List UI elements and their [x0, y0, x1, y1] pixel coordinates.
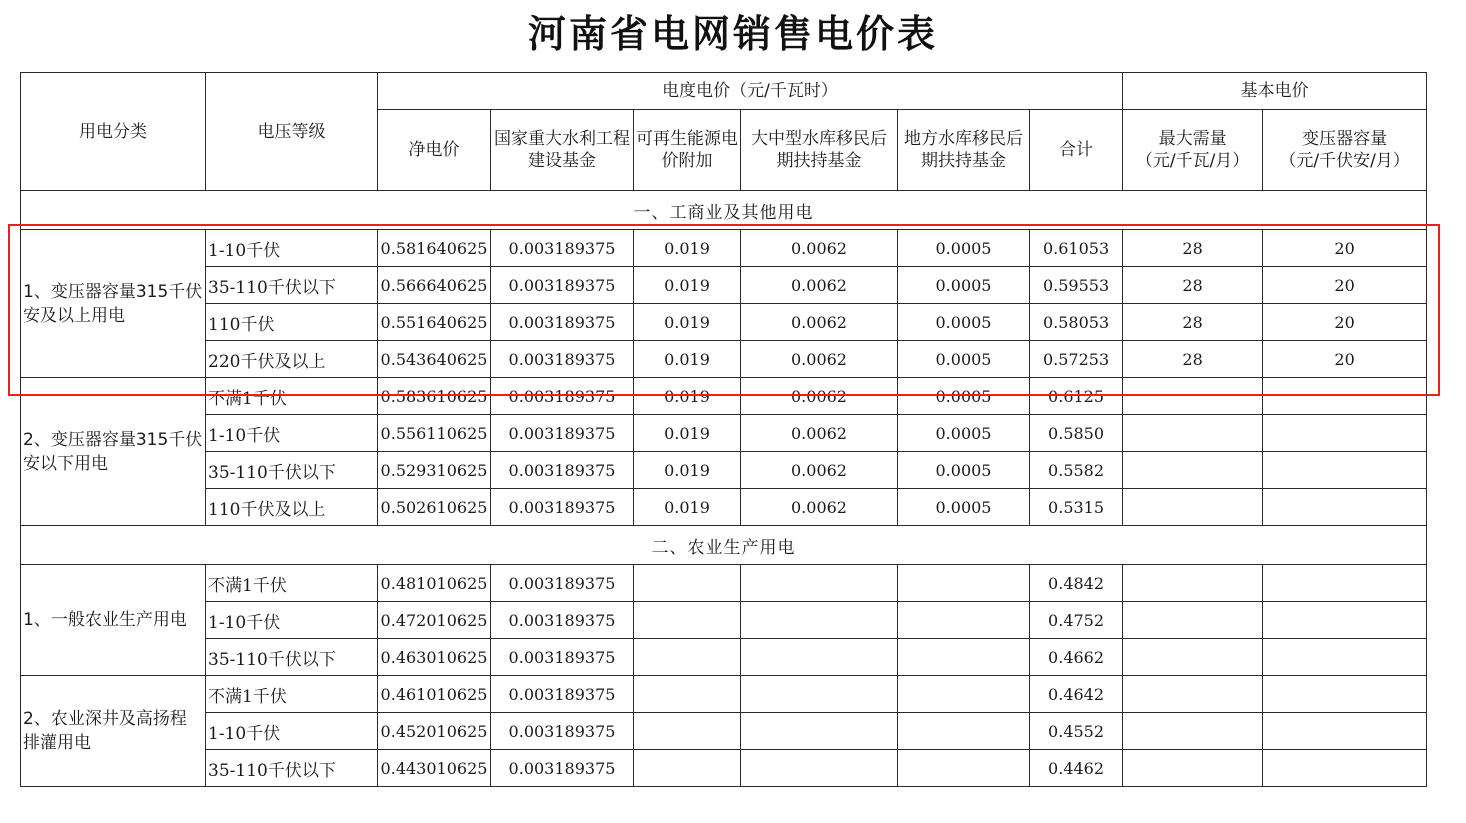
table-row — [21, 304, 1427, 341]
water-fund-cell: 0.003189375 — [491, 713, 634, 750]
total-cell: 0.5315 — [1030, 489, 1123, 526]
water-fund-cell: 0.003189375 — [491, 267, 634, 304]
large-reservoir-cell — [741, 565, 898, 602]
renewable-cell — [634, 676, 741, 713]
max-demand-cell — [1123, 415, 1263, 452]
total-cell: 0.59553 — [1030, 267, 1123, 304]
max-demand-cell: 28 — [1123, 304, 1263, 341]
renewable-cell: 0.019 — [634, 452, 741, 489]
total-cell: 0.4642 — [1030, 676, 1123, 713]
total-cell: 0.4552 — [1030, 713, 1123, 750]
local-reservoir-cell — [898, 565, 1030, 602]
local-reservoir-cell: 0.0005 — [898, 415, 1030, 452]
table-row — [21, 565, 1427, 602]
water-fund-cell: 0.003189375 — [491, 565, 634, 602]
large-reservoir-cell: 0.0062 — [741, 415, 898, 452]
header-transformer-unit: （元/千伏安/月） — [1279, 151, 1410, 171]
header-basic-price-group: 基本电价 — [1123, 73, 1427, 110]
large-reservoir-cell — [741, 750, 898, 787]
net-price-cell: 0.481010625 — [378, 565, 491, 602]
max-demand-cell — [1123, 489, 1263, 526]
max-demand-cell: 28 — [1123, 267, 1263, 304]
local-reservoir-cell: 0.0005 — [898, 452, 1030, 489]
water-fund-cell: 0.003189375 — [491, 304, 634, 341]
voltage-cell: 不满1千伏 — [206, 676, 378, 713]
local-reservoir-cell: 0.0005 — [898, 267, 1030, 304]
total-cell: 0.6125 — [1030, 378, 1123, 415]
water-fund-cell: 0.003189375 — [491, 489, 634, 526]
voltage-cell: 220千伏及以上 — [206, 341, 378, 378]
local-reservoir-cell: 0.0005 — [898, 341, 1030, 378]
voltage-cell: 1-10千伏 — [206, 230, 378, 267]
header-renewable-surcharge: 可再生能源电价附加 — [634, 110, 741, 191]
large-reservoir-cell: 0.0062 — [741, 489, 898, 526]
voltage-cell: 110千伏 — [206, 304, 378, 341]
local-reservoir-cell — [898, 713, 1030, 750]
voltage-cell: 不满1千伏 — [206, 378, 378, 415]
table-row — [21, 452, 1427, 489]
large-reservoir-cell: 0.0062 — [741, 230, 898, 267]
header-net-price: 净电价 — [378, 110, 491, 191]
voltage-cell: 1-10千伏 — [206, 415, 378, 452]
local-reservoir-cell — [898, 676, 1030, 713]
max-demand-cell — [1123, 713, 1263, 750]
large-reservoir-cell: 0.0062 — [741, 378, 898, 415]
water-fund-cell: 0.003189375 — [491, 452, 634, 489]
page-title: 河南省电网销售电价表 — [527, 11, 938, 56]
max-demand-cell — [1123, 602, 1263, 639]
transformer-capacity-cell — [1263, 676, 1427, 713]
net-price-cell: 0.556110625 — [378, 415, 491, 452]
section-title-industrial: 一、工商业及其他用电 — [21, 191, 1427, 230]
max-demand-cell — [1123, 750, 1263, 787]
voltage-cell: 35-110千伏以下 — [206, 452, 378, 489]
transformer-capacity-cell — [1263, 415, 1427, 452]
table-row — [21, 341, 1427, 378]
table-row — [21, 713, 1427, 750]
local-reservoir-cell: 0.0005 — [898, 489, 1030, 526]
net-price-cell: 0.461010625 — [378, 676, 491, 713]
header-category: 用电分类 — [21, 73, 206, 191]
category-cell: 2、变压器容量315千伏安以下用电 — [21, 378, 206, 526]
transformer-capacity-cell — [1263, 378, 1427, 415]
water-fund-cell: 0.003189375 — [491, 750, 634, 787]
total-cell: 0.57253 — [1030, 341, 1123, 378]
water-fund-cell: 0.003189375 — [491, 378, 634, 415]
renewable-cell — [634, 639, 741, 676]
transformer-capacity-cell: 20 — [1263, 267, 1427, 304]
tariff-table — [20, 72, 1427, 787]
water-fund-cell: 0.003189375 — [491, 341, 634, 378]
net-price-cell: 0.529310625 — [378, 452, 491, 489]
local-reservoir-cell: 0.0005 — [898, 304, 1030, 341]
large-reservoir-cell — [741, 676, 898, 713]
table-row — [21, 489, 1427, 526]
total-cell: 0.58053 — [1030, 304, 1123, 341]
net-price-cell: 0.472010625 — [378, 602, 491, 639]
section-row-agricultural — [21, 526, 1427, 565]
total-cell: 0.4842 — [1030, 565, 1123, 602]
transformer-capacity-cell — [1263, 452, 1427, 489]
large-reservoir-cell — [741, 602, 898, 639]
water-fund-cell: 0.003189375 — [491, 602, 634, 639]
transformer-capacity-cell — [1263, 565, 1427, 602]
transformer-capacity-cell: 20 — [1263, 230, 1427, 267]
net-price-cell: 0.463010625 — [378, 639, 491, 676]
large-reservoir-cell: 0.0062 — [741, 304, 898, 341]
max-demand-cell: 28 — [1123, 230, 1263, 267]
net-price-cell: 0.452010625 — [378, 713, 491, 750]
voltage-cell: 35-110千伏以下 — [206, 750, 378, 787]
voltage-cell: 1-10千伏 — [206, 602, 378, 639]
table-row — [21, 602, 1427, 639]
max-demand-cell — [1123, 639, 1263, 676]
net-price-cell: 0.543640625 — [378, 341, 491, 378]
water-fund-cell: 0.003189375 — [491, 639, 634, 676]
transformer-capacity-cell — [1263, 713, 1427, 750]
header-row-top — [21, 73, 1427, 110]
local-reservoir-cell — [898, 602, 1030, 639]
voltage-cell: 不满1千伏 — [206, 565, 378, 602]
total-cell: 0.4462 — [1030, 750, 1123, 787]
renewable-cell — [634, 602, 741, 639]
net-price-cell: 0.551640625 — [378, 304, 491, 341]
renewable-cell: 0.019 — [634, 304, 741, 341]
category-cell: 1、变压器容量315千伏安及以上用电 — [21, 230, 206, 378]
header-max-demand-unit: （元/千瓦/月） — [1135, 151, 1250, 171]
local-reservoir-cell — [898, 639, 1030, 676]
section-row-industrial — [21, 191, 1427, 230]
header-max-demand-name: 最大需量 — [1158, 129, 1227, 149]
renewable-cell — [634, 565, 741, 602]
transformer-capacity-cell — [1263, 489, 1427, 526]
voltage-cell: 1-10千伏 — [206, 713, 378, 750]
water-fund-cell: 0.003189375 — [491, 676, 634, 713]
local-reservoir-cell: 0.0005 — [898, 230, 1030, 267]
table-row — [21, 230, 1427, 267]
category-cell: 2、农业深井及高扬程排灌用电 — [21, 676, 206, 787]
table-row — [21, 378, 1427, 415]
renewable-cell: 0.019 — [634, 378, 741, 415]
header-voltage: 电压等级 — [206, 73, 378, 191]
total-cell: 0.4662 — [1030, 639, 1123, 676]
table-row — [21, 639, 1427, 676]
voltage-cell: 110千伏及以上 — [206, 489, 378, 526]
voltage-cell: 35-110千伏以下 — [206, 267, 378, 304]
large-reservoir-cell: 0.0062 — [741, 267, 898, 304]
header-transformer-name: 变压器容量 — [1302, 129, 1388, 149]
large-reservoir-cell: 0.0062 — [741, 341, 898, 378]
local-reservoir-cell: 0.0005 — [898, 378, 1030, 415]
transformer-capacity-cell: 20 — [1263, 304, 1427, 341]
transformer-capacity-cell — [1263, 639, 1427, 676]
header-water-fund: 国家重大水利工程建设基金 — [491, 110, 634, 191]
total-cell: 0.61053 — [1030, 230, 1123, 267]
net-price-cell: 0.581640625 — [378, 230, 491, 267]
table-row — [21, 415, 1427, 452]
local-reservoir-cell — [898, 750, 1030, 787]
max-demand-cell — [1123, 452, 1263, 489]
large-reservoir-cell — [741, 639, 898, 676]
max-demand-cell — [1123, 565, 1263, 602]
renewable-cell: 0.019 — [634, 341, 741, 378]
water-fund-cell: 0.003189375 — [491, 415, 634, 452]
renewable-cell: 0.019 — [634, 489, 741, 526]
net-price-cell: 0.502610625 — [378, 489, 491, 526]
large-reservoir-cell: 0.0062 — [741, 452, 898, 489]
category-cell: 1、一般农业生产用电 — [21, 565, 206, 676]
large-reservoir-cell — [741, 713, 898, 750]
transformer-capacity-cell — [1263, 750, 1427, 787]
table-row — [21, 676, 1427, 713]
header-energy-price-group: 电度电价（元/千瓦时） — [378, 73, 1123, 110]
max-demand-cell — [1123, 676, 1263, 713]
net-price-cell: 0.566640625 — [378, 267, 491, 304]
header-max-demand — [1123, 110, 1263, 191]
table-row — [21, 267, 1427, 304]
net-price-cell: 0.443010625 — [378, 750, 491, 787]
max-demand-cell: 28 — [1123, 341, 1263, 378]
renewable-cell: 0.019 — [634, 415, 741, 452]
voltage-cell: 35-110千伏以下 — [206, 639, 378, 676]
renewable-cell — [634, 750, 741, 787]
transformer-capacity-cell: 20 — [1263, 341, 1427, 378]
header-large-reservoir-fund: 大中型水库移民后期扶持基金 — [741, 110, 898, 191]
total-cell: 0.5850 — [1030, 415, 1123, 452]
renewable-cell: 0.019 — [634, 267, 741, 304]
section-title-agricultural: 二、农业生产用电 — [21, 526, 1427, 565]
water-fund-cell: 0.003189375 — [491, 230, 634, 267]
table-row — [21, 750, 1427, 787]
transformer-capacity-cell — [1263, 602, 1427, 639]
renewable-cell — [634, 713, 741, 750]
renewable-cell: 0.019 — [634, 230, 741, 267]
header-transformer-capacity — [1263, 110, 1427, 191]
max-demand-cell — [1123, 378, 1263, 415]
net-price-cell: 0.583610625 — [378, 378, 491, 415]
total-cell: 0.5582 — [1030, 452, 1123, 489]
header-local-reservoir-fund: 地方水库移民后期扶持基金 — [898, 110, 1030, 191]
total-cell: 0.4752 — [1030, 602, 1123, 639]
header-total: 合计 — [1030, 110, 1123, 191]
